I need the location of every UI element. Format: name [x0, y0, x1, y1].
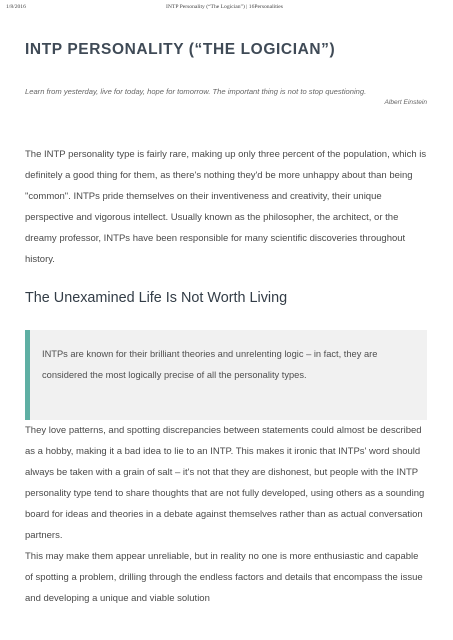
- body-paragraph-2: They love patterns, and spotting discrepancies between statements could almost be described as a hobby, making it a bad idea to lie to an INTP. This makes it ironic that INTPs' word should always be taken with a grain of salt – it's not that they are dishonest, but people with the INTP personality type tend to share thoughts that are not fully developed, using others as a sounding board for ideas and theories in a debate against themselves rather than as actual conversation partners.: [25, 425, 425, 541]
- epigraph-author: Albert Einstein: [384, 99, 427, 106]
- body-paragraph-3: This may make them appear unreliable, but in reality no one is more enthusiastic and capable of spotting a problem, drilling through the endless factors and details that encompass the issue and developing a unique and viable solution: [25, 551, 423, 604]
- epigraph: [25, 84, 427, 144]
- article-title: INTP PERSONALITY (“THE LOGICIAN”): [25, 41, 336, 58]
- article: [25, 40, 427, 609]
- section-heading: The Unexamined Life Is Not Worth Living: [25, 290, 288, 306]
- print-page-title: INTP Personality (“The Logician”) | 16Personalities: [166, 4, 283, 10]
- print-date: 1/8/2016: [6, 4, 26, 10]
- epigraph-quote: Learn from yesterday, live for today, hope for tomorrow. The important thing is not to stop questioning.: [25, 87, 367, 96]
- callout-box: [25, 330, 427, 420]
- intro-paragraph: The INTP personality type is fairly rare, making up only three percent of the population, which is definitely a good thing for them, as there's nothing they'd be more unhappy about than being "common". INTPs pride themselves on their inventiveness and creativity, their unique perspective and vigorous intellect. Usually known as the philosopher, the architect, or the dreamy professor, INTPs have been responsible for many scientific discoveries throughout history.: [25, 149, 427, 265]
- callout-text: INTPs are known for their brilliant theories and unrelenting logic – in fact, they are considered the most logically precise of all the personality types.: [42, 349, 378, 380]
